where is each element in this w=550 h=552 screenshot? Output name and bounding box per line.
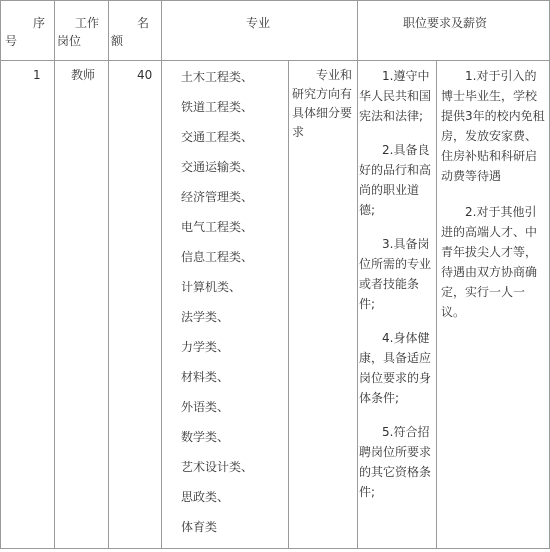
salary-item: 2.对于其他引进的高端人才、中青年拔尖人才等，待遇由双方协商确定，实行一人一议。	[441, 205, 538, 319]
header-job-1: 工作	[75, 16, 100, 30]
major-item: 艺术设计类、	[181, 460, 254, 474]
row-count: 40	[137, 68, 153, 82]
major-item: 力学类、	[181, 340, 230, 354]
major-item: 法学类、	[181, 310, 230, 324]
table-top-border	[0, 0, 550, 1]
col-border-2	[108, 0, 109, 549]
col-border-4	[288, 61, 289, 549]
major-item: 材料类、	[181, 370, 230, 384]
major-item: 体育类	[181, 520, 218, 534]
major-item: 电气工程类、	[181, 220, 254, 234]
major-item: 铁道工程类、	[181, 100, 254, 114]
header-seq-1: 序	[33, 16, 46, 30]
header-seq-2: 号	[5, 34, 18, 48]
major-item: 外语类、	[181, 400, 230, 414]
major-item: 交通工程类、	[181, 130, 254, 144]
col-border-6	[436, 61, 437, 549]
header-job-2: 岗位	[57, 34, 82, 48]
requirement-item: 4.身体健康，具备适应岗位要求的身体条件;	[359, 331, 432, 405]
requirement-item: 5.符合招聘岗位所要求的其它资格条件;	[359, 425, 432, 499]
requirement-item: 3.具备岗位所需的专业或者技能条件;	[359, 237, 432, 311]
header-major: 专业	[246, 16, 271, 30]
salary-item: 1.对于引入的博士毕业生，学校提供3年的校内免租房，发放安家费、住房补贴和科研启动费等待遇	[441, 69, 545, 183]
major-item: 数学类、	[181, 430, 230, 444]
col-border-3	[161, 0, 162, 549]
header-requirements: 职位要求及薪资	[403, 16, 488, 30]
requirement-item: 2.具备良好的品行和高尚的职业道德;	[359, 143, 432, 217]
header-count-2: 额	[111, 34, 124, 48]
salary-list	[441, 66, 547, 322]
col-border-5	[357, 0, 358, 549]
major-item: 思政类、	[181, 490, 230, 504]
major-item: 交通运输类、	[181, 160, 254, 174]
requirement-item: 1.遵守中华人民共和国宪法和法律;	[359, 69, 432, 123]
major-note: 专业和研究方向有具体细分要求	[292, 68, 353, 139]
row-job: 教师	[71, 68, 96, 82]
header-bottom-border	[0, 60, 550, 61]
row-seq: 1	[33, 68, 41, 82]
major-item: 土木工程类、	[181, 70, 254, 84]
col-border-1	[54, 0, 55, 549]
major-item: 信息工程类、	[181, 250, 254, 264]
major-item: 计算机类、	[181, 280, 242, 294]
col-border-left	[0, 0, 1, 549]
requirements-list	[359, 66, 434, 502]
table-bottom-border	[0, 548, 550, 549]
header-count-1: 名	[137, 16, 150, 30]
major-item: 经济管理类、	[181, 190, 254, 204]
